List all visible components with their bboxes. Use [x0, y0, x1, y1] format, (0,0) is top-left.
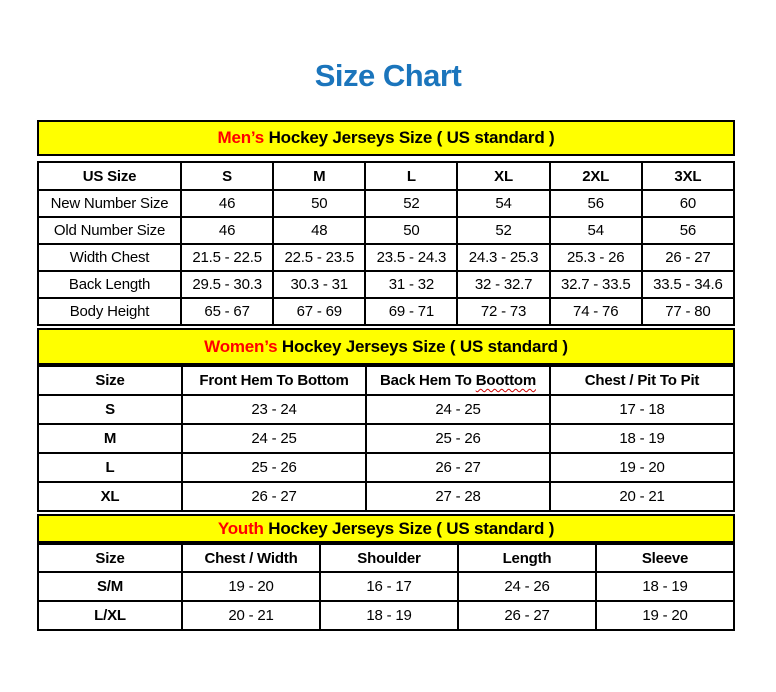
cell: 67 - 69 — [273, 298, 365, 325]
youth-banner-text: Hockey Jerseys Size ( US standard ) — [263, 518, 555, 538]
row-label: Back Length — [38, 271, 181, 298]
mens-row-width-chest — [38, 244, 734, 271]
cell: 32 - 32.7 — [457, 271, 549, 298]
mens-row-old-number-size — [38, 217, 734, 244]
cell: 18 - 19 — [596, 572, 734, 601]
mens-row-back-length — [38, 271, 734, 298]
cell: 26 - 27 — [642, 244, 734, 271]
cell: 21.5 - 22.5 — [181, 244, 273, 271]
row-label: L — [38, 453, 182, 482]
cell: 18 - 19 — [320, 601, 458, 630]
back-hem-prefix: Back Hem To — [380, 372, 476, 389]
column-header-length: Length — [458, 544, 596, 572]
mens-banner-highlight: Men’s — [217, 128, 265, 147]
cell: 65 - 67 — [181, 298, 273, 325]
cell: 50 — [273, 190, 365, 217]
cell: 26 - 27 — [182, 482, 366, 511]
row-label: Body Height — [38, 298, 181, 325]
cell: 23.5 - 24.3 — [365, 244, 457, 271]
row-label: Old Number Size — [38, 217, 181, 244]
cell: 19 - 20 — [550, 453, 734, 482]
womens-row-s — [38, 395, 734, 424]
cell: 25 - 26 — [366, 424, 550, 453]
column-header-us-size: US Size — [38, 162, 181, 190]
cell: 22.5 - 23.5 — [273, 244, 365, 271]
column-header-m: M — [273, 162, 365, 190]
womens-row-m — [38, 424, 734, 453]
mens-size-table — [37, 161, 735, 326]
mens-row-new-number-size — [38, 190, 734, 217]
column-header-front-hem: Front Hem To Bottom — [182, 366, 366, 395]
cell: 16 - 17 — [320, 572, 458, 601]
column-header-xl: XL — [457, 162, 549, 190]
cell: 24.3 - 25.3 — [457, 244, 549, 271]
youth-banner-highlight: Youth — [217, 518, 264, 538]
cell: 19 - 20 — [182, 572, 320, 601]
youth-row-sm — [38, 572, 734, 601]
cell: 32.7 - 33.5 — [550, 271, 642, 298]
cell: 20 - 21 — [182, 601, 320, 630]
cell: 19 - 20 — [596, 601, 734, 630]
youth-row-lxl — [38, 601, 734, 630]
mens-banner-text: Hockey Jerseys Size ( US standard ) — [264, 128, 555, 147]
cell: 69 - 71 — [365, 298, 457, 325]
cell: 18 - 19 — [550, 424, 734, 453]
column-header-chest-pit: Chest / Pit To Pit — [550, 366, 734, 395]
womens-banner-highlight: Women’s — [204, 336, 278, 356]
cell: 54 — [457, 190, 549, 217]
cell: 24 - 25 — [366, 395, 550, 424]
column-header-l: L — [365, 162, 457, 190]
column-header-sleeve: Sleeve — [596, 544, 734, 572]
womens-row-xl — [38, 482, 734, 511]
womens-header-row — [38, 366, 734, 395]
youth-header-row — [38, 544, 734, 572]
cell: 33.5 - 34.6 — [642, 271, 734, 298]
column-header-chest-width: Chest / Width — [182, 544, 320, 572]
page-title: Size Chart — [314, 58, 462, 93]
row-label: XL — [38, 482, 182, 511]
cell: 26 - 27 — [458, 601, 596, 630]
column-header-shoulder: Shoulder — [320, 544, 458, 572]
cell: 24 - 26 — [458, 572, 596, 601]
womens-banner-text: Hockey Jerseys Size ( US standard ) — [277, 336, 568, 356]
cell: 48 — [273, 217, 365, 244]
womens-section-banner — [37, 328, 735, 365]
mens-section-banner — [37, 120, 735, 156]
column-header-size: Size — [38, 366, 182, 395]
cell: 52 — [457, 217, 549, 244]
cell: 23 - 24 — [182, 395, 366, 424]
column-header-2xl: 2XL — [550, 162, 642, 190]
cell: 25.3 - 26 — [550, 244, 642, 271]
cell: 56 — [550, 190, 642, 217]
cell: 77 - 80 — [642, 298, 734, 325]
row-label: L/XL — [38, 601, 182, 630]
youth-section-banner — [37, 514, 735, 543]
cell: 52 — [365, 190, 457, 217]
row-label: Width Chest — [38, 244, 181, 271]
cell: 46 — [181, 217, 273, 244]
cell: 50 — [365, 217, 457, 244]
youth-size-table — [37, 543, 735, 631]
row-label: S/M — [38, 572, 182, 601]
column-header-back-hem — [366, 366, 550, 395]
column-header-size: Size — [38, 544, 182, 572]
cell: 74 - 76 — [550, 298, 642, 325]
cell: 60 — [642, 190, 734, 217]
cell: 27 - 28 — [366, 482, 550, 511]
cell: 25 - 26 — [182, 453, 366, 482]
column-header-s: S — [181, 162, 273, 190]
row-label: M — [38, 424, 182, 453]
size-chart-content — [37, 120, 735, 631]
mens-header-row — [38, 162, 734, 190]
row-label: New Number Size — [38, 190, 181, 217]
mens-row-body-height — [38, 298, 734, 325]
cell: 46 — [181, 190, 273, 217]
misspelled-word: Boottom — [475, 372, 536, 389]
cell: 29.5 - 30.3 — [181, 271, 273, 298]
column-header-3xl: 3XL — [642, 162, 734, 190]
cell: 24 - 25 — [182, 424, 366, 453]
cell: 26 - 27 — [366, 453, 550, 482]
cell: 20 - 21 — [550, 482, 734, 511]
cell: 31 - 32 — [365, 271, 457, 298]
row-label: S — [38, 395, 182, 424]
cell: 17 - 18 — [550, 395, 734, 424]
cell: 30.3 - 31 — [273, 271, 365, 298]
cell: 54 — [550, 217, 642, 244]
cell: 56 — [642, 217, 734, 244]
cell: 72 - 73 — [457, 298, 549, 325]
womens-row-l — [38, 453, 734, 482]
womens-size-table — [37, 365, 735, 512]
